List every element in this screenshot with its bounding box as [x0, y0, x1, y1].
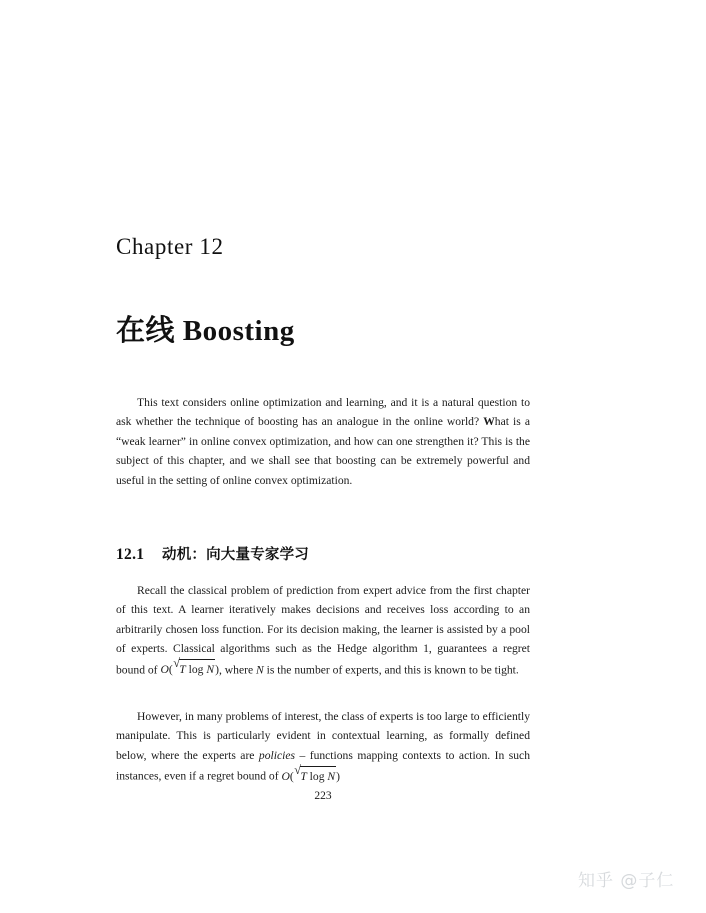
however-text-part2: – functions mapping contexts to action. In such instances, even if a regret bound of [116, 748, 530, 783]
math-regret-bound [160, 656, 219, 677]
watermark: 知乎 @子仁 [578, 871, 675, 891]
radicand-n: N [327, 769, 336, 783]
intro-text-after-bold: hat is a “weak learner” in online convex optimization, and how can one strengthen it? This is the subject of this chapter, and we shall see that boosting can be extremely powerful and useful in the setting of online convex optimization. [116, 415, 530, 487]
math-big-o: O [281, 769, 290, 783]
radicand-log: log [185, 663, 207, 677]
section-title: 动机：向大量专家学习 [162, 546, 309, 563]
chapter-label: Chapter 12 [116, 234, 224, 259]
paragraph-however [116, 707, 530, 787]
recall-var-n: N [256, 663, 264, 677]
radical-sign: √ [294, 762, 302, 777]
recall-text-part2: , where [218, 663, 257, 677]
page-number: 223 [314, 790, 332, 802]
math-close-paren: ) [215, 663, 219, 677]
radicand [179, 659, 215, 680]
radicand-t: T [300, 769, 307, 783]
math-radical [294, 762, 336, 786]
math-regret-bound-2 [281, 762, 341, 783]
radicand-n: N [206, 663, 215, 677]
radicand-t: T [179, 663, 186, 677]
intro-bold-initial: W [483, 415, 495, 429]
recall-text-part3: is the number of experts, and this is known to be tight. [263, 663, 519, 677]
radicand-log: log [306, 769, 328, 783]
radicand [300, 766, 336, 787]
however-italic-policies: policies [258, 748, 295, 762]
however-text-part1: However, in many problems of interest, the class of experts is too large to efficiently manipulate. This is particularly evident in contextual learning, as formally defined below, where the experts are [116, 709, 530, 762]
math-big-o: O [160, 663, 169, 677]
paragraph-intro [116, 393, 530, 491]
section-heading [116, 545, 309, 564]
math-close-paren: ) [336, 769, 341, 783]
paragraph-recall [116, 581, 530, 680]
radical-sign: √ [173, 656, 181, 671]
math-open-paren: ( [289, 769, 294, 783]
math-radical [173, 656, 215, 680]
chapter-title: 在线 Boosting [116, 315, 295, 348]
math-open-paren: ( [168, 663, 173, 677]
recall-text-part1: Recall the classical problem of prediction from expert advice from the first chapter of this text. A learner iteratively makes decisions and receives loss according to an arbitrarily chosen loss function. For its decision making, the learner is assisted by a pool of experts. Classical algorithms such as the Hedge algorithm 1, guarantees a regret bound of [116, 583, 530, 677]
section-number: 12.1 [116, 545, 145, 563]
intro-text-before-bold: This text considers online optimization and learning, and it is a natural question to ask whether the technique of boosting has an analogue in the online world? [116, 395, 530, 429]
